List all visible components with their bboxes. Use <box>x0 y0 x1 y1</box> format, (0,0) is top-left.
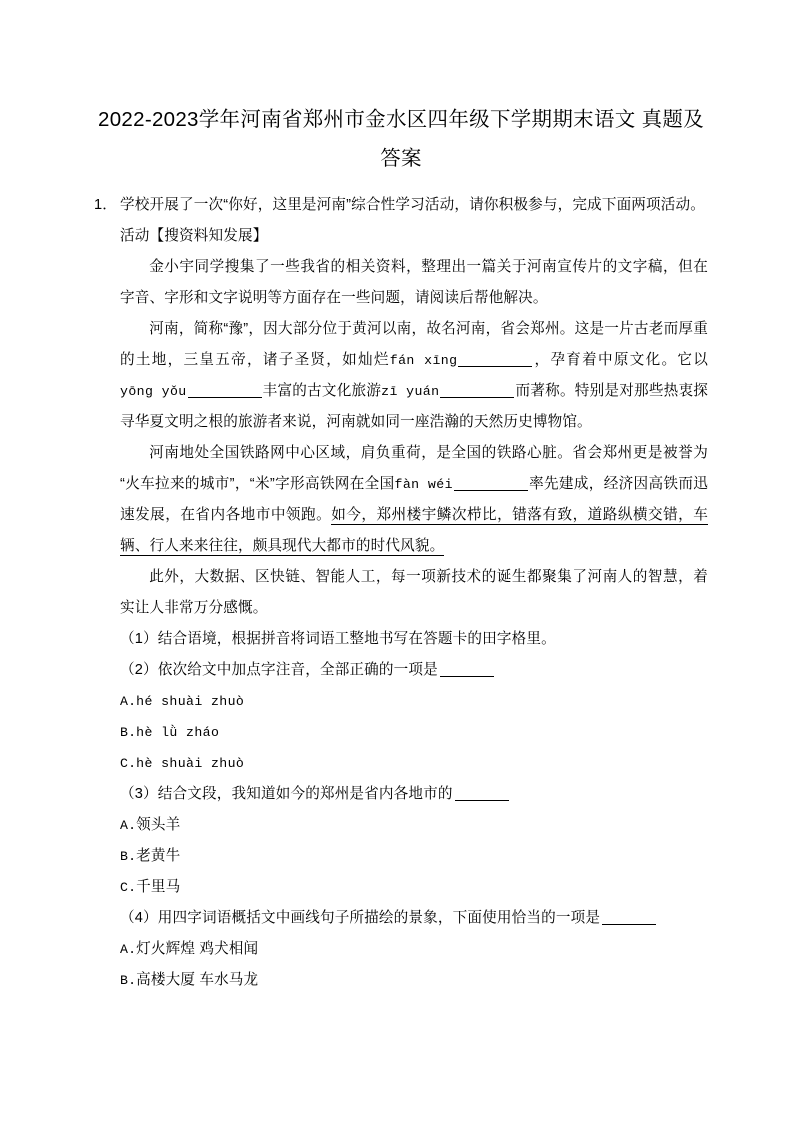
passage-p2-segment-b: ，孕育着中原文化。它以 <box>533 352 708 368</box>
option-letter: B. <box>120 725 137 740</box>
page-title-line-2: 真题及答案 <box>380 108 704 170</box>
sub-question-2-label: （2） <box>120 662 158 678</box>
sub-question-2 <box>94 655 708 686</box>
passage-p3-segment-a: 河南地处全国铁路网中心区域，肩负重荷，是全国的铁路心脏。省会郑州更是被誉为“火车拉来的城市”，“米”字形高铁网在全国 <box>120 445 708 492</box>
pinyin-fan-xing: fán xīng <box>389 353 458 368</box>
passage-p2-segment-c: 丰富的古文化旅游 <box>262 383 382 399</box>
sub-question-4 <box>94 903 708 934</box>
option-letter: B. <box>120 849 137 864</box>
sub-question-3-option-b[interactable] <box>94 841 708 872</box>
option-text: hè shuài zhuò <box>136 756 245 771</box>
passage-p3-segment-b: 率先建成，经济因高铁而迅速发展，在省内各地市中领跑。 <box>120 476 708 523</box>
option-text: hè lǜ zháo <box>136 725 220 740</box>
sub-question-4-option-b[interactable] <box>94 965 708 996</box>
sub-question-1-label: （1） <box>120 631 158 647</box>
activity-heading: 活动【搜资料知发展】 <box>120 228 268 244</box>
option-text: 千里马 <box>136 879 181 895</box>
sub-question-3-option-c[interactable] <box>94 872 708 903</box>
sub-question-3 <box>94 779 708 810</box>
option-text: hé shuài zhuò <box>136 694 245 709</box>
page-title-line-1: 2022-2023学年河南省郑州市金水区四年级下学期期末语文 <box>98 108 636 131</box>
answer-blank-sub-3[interactable] <box>455 800 509 801</box>
option-letter: B. <box>120 973 137 988</box>
sub-question-2-option-a[interactable] <box>94 686 708 717</box>
answer-blank-4[interactable] <box>454 490 528 491</box>
option-letter: A. <box>120 942 137 957</box>
answer-blank-1[interactable] <box>458 366 532 367</box>
sub-question-1-text: 结合语境，根据拼音将词语工整地书写在答题卡的田字格里。 <box>157 631 556 647</box>
passage-paragraph-3 <box>94 438 708 562</box>
passage-paragraph-1: 金小宇同学搜集了一些我省的相关资料，整理出一篇关于河南宣传片的文字稿，但在字音、字形和文字说明等方面存在一些问题，请阅读后帮他解决。 <box>120 259 708 306</box>
pinyin-zi-yuan: zī yuán <box>381 384 440 399</box>
sub-question-4-label: （4） <box>120 910 158 926</box>
sub-question-2-option-b[interactable] <box>94 717 708 748</box>
option-text: 老黄牛 <box>136 848 181 864</box>
passage-paragraph-4: 此外，大数据、区快链、智能人工，每一项新技术的诞生都聚集了河南人的智慧，着实让人非常万分感慨。 <box>120 569 708 616</box>
passage-p2-segment-d: 而著称。特别是对那些热衷探寻华夏文明之根的旅游者来说，河南就如同一座浩瀚的天然历史博物馆。 <box>120 383 709 430</box>
pinyin-fan-wei: fàn wéi <box>394 477 453 492</box>
option-letter: A. <box>120 818 137 833</box>
sub-question-3-option-a[interactable] <box>94 810 708 841</box>
option-text: 高楼大厦 车水马龙 <box>136 972 259 988</box>
option-text: 领头羊 <box>136 817 181 833</box>
passage-p2-segment-a: 河南，简称“豫”，因大部分位于黄河以南，故名河南，省会郑州。这是一片古老而厚重的土地，三皇五帝，诸子圣贤，如灿烂 <box>120 321 708 368</box>
sub-question-3-label: （3） <box>120 786 158 802</box>
question-stem-text: 学校开展了一次“你好，这里是河南”综合性学习活动，请你积极参与，完成下面两项活动。 <box>120 197 706 213</box>
option-text: 灯火辉煌 鸡犬相闻 <box>136 941 259 957</box>
question-1 <box>94 190 708 996</box>
answer-blank-sub-4[interactable] <box>602 924 656 925</box>
sub-question-2-text: 依次给文中加点字注音，全部正确的一项是 <box>157 662 438 678</box>
pinyin-yong-you: yōng yǒu <box>120 384 187 399</box>
sub-question-3-text: 结合文段，我知道如今的郑州是省内各地市的 <box>157 786 453 802</box>
question-number: 1． <box>94 197 118 213</box>
sub-question-1 <box>94 624 708 655</box>
question-1-stem-row <box>94 190 708 221</box>
sub-question-4-option-a[interactable] <box>94 934 708 965</box>
answer-blank-sub-2[interactable] <box>440 676 494 677</box>
option-letter: C. <box>120 756 137 771</box>
underlined-sentence: 如今，郑州楼宇鳞次栉比，错落有致，道路纵横交错，车辆、行人来来往往，颇具现代大都市的时代风貌。 <box>120 507 708 554</box>
passage-paragraph-2 <box>94 314 708 438</box>
option-letter: A. <box>120 694 137 709</box>
sub-question-2-option-c[interactable] <box>94 748 708 779</box>
sub-question-4-text: 用四字词语概括文中画线句子所描绘的景象，下面使用恰当的一项是 <box>157 910 601 926</box>
answer-blank-2[interactable] <box>188 397 262 398</box>
answer-blank-3[interactable] <box>440 397 514 398</box>
page-title <box>94 100 708 178</box>
option-letter: C. <box>120 880 137 895</box>
